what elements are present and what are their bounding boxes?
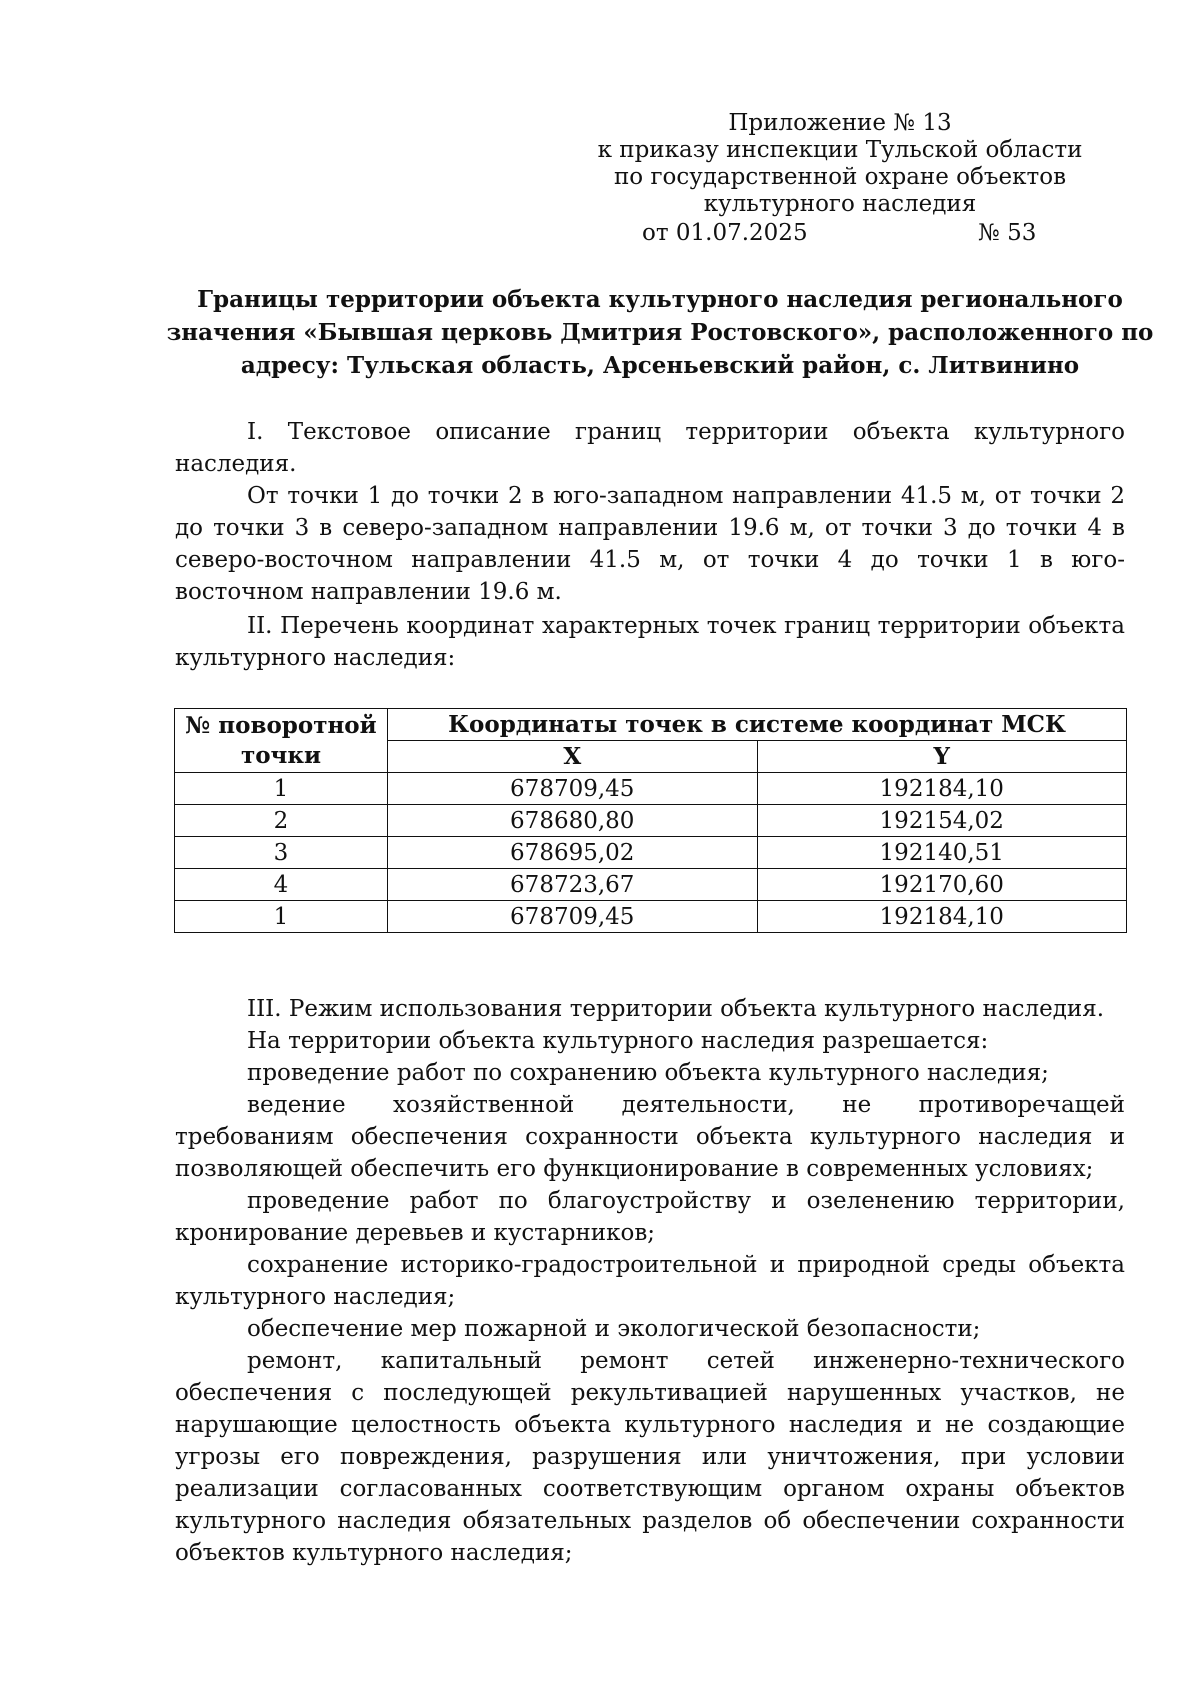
- paragraph: обеспечение мер пожарной и экологической безопасности;: [247, 1316, 981, 1342]
- appendix-header: [560, 110, 1120, 218]
- cell-x: 678723,67: [388, 869, 758, 901]
- paragraph: На территории объекта культурного наследия разрешается:: [247, 1028, 989, 1054]
- table-row: [175, 805, 1127, 837]
- appendix-line: Приложение № 13: [728, 110, 952, 136]
- order-date: от 01.07.2025: [642, 220, 808, 246]
- cell-x: 678709,45: [388, 773, 758, 805]
- paragraph: ремонт, капитальный ремонт сетей инженерно-технического обеспечения с последующей рекультивацией нарушенных участков, не нарушающие целостность объекта культурного наследия и не создающие угрозы его повреждения, разрушения или уничтожения, при условии реализации согласованных соответствующим органом охраны объектов культурного наследия обязательных разделов об обеспечении сохранности объектов культурного наследия;: [175, 1348, 1125, 1566]
- cell-x: 678680,80: [388, 805, 758, 837]
- column-header-point-number: № поворотной точки: [175, 709, 388, 773]
- cell-point-number: 2: [175, 805, 388, 837]
- paragraph: проведение работ по благоустройству и озеленению территории, кронирование деревьев и кустарников;: [175, 1188, 1125, 1246]
- cell-y: 192154,02: [757, 805, 1127, 837]
- cell-y: 192184,10: [757, 901, 1127, 933]
- cell-point-number: 3: [175, 837, 388, 869]
- appendix-line: к приказу инспекции Тульской области: [597, 137, 1083, 163]
- table-row: [175, 773, 1127, 805]
- column-header-coordinates: Координаты точек в системе координат МСК: [388, 709, 1127, 741]
- section-text-description: [175, 416, 1125, 608]
- order-number: № 53: [978, 220, 1037, 246]
- appendix-line: по государственной охране объектов: [613, 164, 1067, 190]
- paragraph: сохранение историко-градостроительной и природной среды объекта культурного наследия;: [175, 1252, 1125, 1310]
- table-row: [175, 901, 1127, 933]
- column-header-x: X: [388, 741, 758, 773]
- document-title: [160, 283, 1160, 382]
- table-row: [175, 837, 1127, 869]
- table-row: [175, 869, 1127, 901]
- paragraph: ведение хозяйственной деятельности, не противоречащей требованиям обеспечения сохранности объекта культурного наследия и позволяющей обеспечить его функционирование в современных условиях;: [175, 1092, 1125, 1182]
- coordinates-table: [174, 708, 1127, 933]
- column-header-y: Y: [757, 741, 1127, 773]
- cell-x: 678709,45: [388, 901, 758, 933]
- cell-y: 192170,60: [757, 869, 1127, 901]
- title-line: адресу: Тульская область, Арсеньевский район, с. Литвинино: [240, 352, 1080, 379]
- cell-point-number: 1: [175, 773, 388, 805]
- section-heading: I. Текстовое описание границ территории объекта культурного наследия.: [175, 419, 1125, 477]
- section-heading: II. Перечень координат характерных точек границ территории объекта культурного наследия:: [175, 613, 1125, 671]
- title-line: значения «Бывшая церковь Дмитрия Ростовского», расположенного по: [166, 319, 1154, 346]
- title-line: Границы территории объекта культурного наследия регионального: [197, 286, 1123, 313]
- cell-point-number: 4: [175, 869, 388, 901]
- paragraph: проведение работ по сохранению объекта культурного наследия;: [247, 1060, 1049, 1086]
- appendix-line: культурного наследия: [703, 191, 977, 217]
- cell-y: 192184,10: [757, 773, 1127, 805]
- cell-y: 192140,51: [757, 837, 1127, 869]
- section-heading: III. Режим использования территории объекта культурного наследия.: [247, 996, 1105, 1022]
- cell-point-number: 1: [175, 901, 388, 933]
- paragraph: От точки 1 до точки 2 в юго-западном направлении 41.5 м, от точки 2 до точки 3 в северо-западном направлении 19.6 м, от точки 3 до точки 4 в северо-восточном направлении 41.5 м, от точки 4 до точки 1 в юго-восточном направлении 19.6 м.: [175, 483, 1125, 605]
- section-coordinates-list: [175, 610, 1125, 674]
- table-header-row: [175, 709, 1127, 741]
- section-usage-regime: [175, 993, 1125, 1569]
- cell-x: 678695,02: [388, 837, 758, 869]
